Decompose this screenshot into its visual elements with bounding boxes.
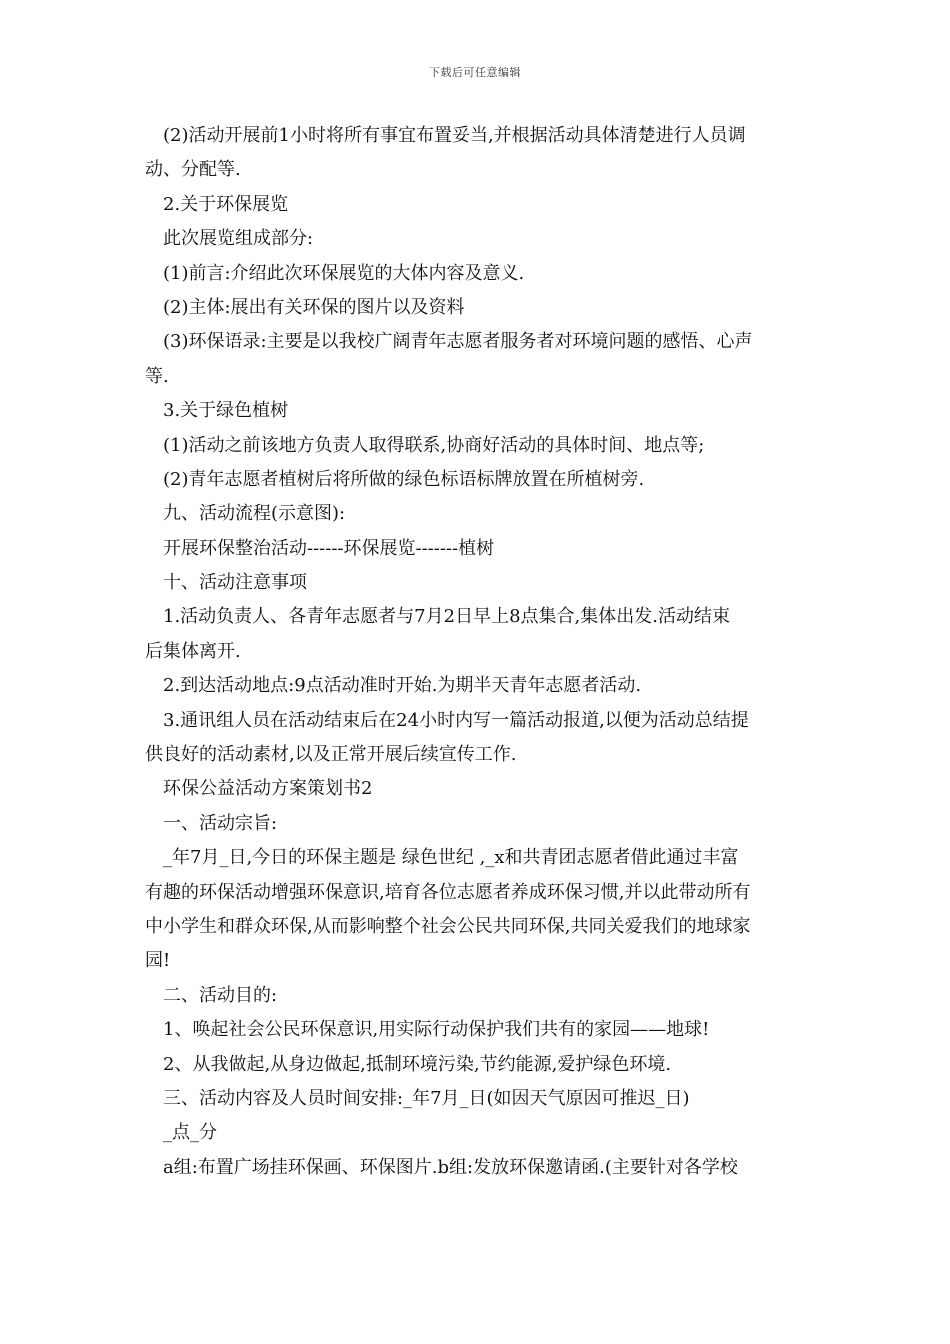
text-line: (2)青年志愿者植树后将所做的绿色标语标牌放置在所植树旁. [163,468,645,490]
text-line: 一、活动宗旨: [163,812,278,834]
text-line: 有趣的环保活动增强环保意识,培育各位志愿者养成环保习惯,并以此带动所有 [145,881,751,903]
text-line: 十、活动注意事项 [163,572,307,594]
text-line: 此次展览组成部分: [163,228,314,250]
text-line: a组:布置广场挂环保画、环保图片.b组:发放环保邀请函.(主要针对各学校 [163,1156,738,1178]
text-line: 后集体离开. [145,640,241,662]
text-line: 开展环保整治活动------环保展览-------植树 [163,537,495,559]
text-line: 3.通讯组人员在活动结束后在24小时内写一篇活动报道,以便为活动总结提 [163,709,749,731]
text-line: 九、活动流程(示意图): [163,503,346,525]
text-line: _年7月_日,今日的环保主题是 绿色世纪 ,_x和共青团志愿者借此通过丰富 [163,847,739,869]
text-line: (3)环保语录:主要是以我校广阔青年志愿者服务者对环境问题的感悟、心声 [163,331,753,353]
text-line: 供良好的活动素材,以及正常开展后续宣传工作. [145,744,517,766]
text-line: (1)活动之前该地方负责人取得联系,协商好活动的具体时间、地点等; [163,434,705,456]
text-line: 2.到达活动地点:9点活动准时开始.为期半天青年志愿者活动. [163,675,642,697]
text-line: _点_分 [163,1122,217,1144]
text-line: (2)主体:展出有关环保的图片以及资料 [163,296,465,318]
text-line: 3.关于绿色植树 [163,400,289,422]
text-line: 1、唤起社会公民环保意识,用实际行动保护我们共有的家园——地球! [163,1019,710,1041]
text-line: 二、活动目的: [163,984,278,1006]
text-line: (1)前言:介绍此次环保展览的大体内容及意义. [163,262,525,284]
text-line: 2、从我做起,从身边做起,抵制环境污染,节约能源,爱护绿色环境. [163,1053,672,1075]
text-line: (2)活动开展前1小时将所有事宜布置妥当,并根据活动具体清楚进行人员调 [163,125,746,146]
text-line: 1.活动负责人、各青年志愿者与7月2日早上8点集合,集体出发.活动结束 [163,606,730,628]
text-line: 2.关于环保展览 [163,193,289,215]
text-line: 三、活动内容及人员时间安排:_年7月_日(如因天气原因可推迟_日) [163,1087,690,1109]
text-line: 园! [145,950,171,972]
text-line: 等. [145,365,169,387]
section-title: 环保公益活动方案策划书2 [163,778,373,800]
page-header: 下载后可任意编辑 [429,66,521,79]
document-body [145,119,810,1185]
text-line: 动、分配等. [145,159,241,181]
text-line: 中小学生和群众环保,从而影响整个社会公民共同环保,共同关爱我们的地球家 [145,915,751,937]
